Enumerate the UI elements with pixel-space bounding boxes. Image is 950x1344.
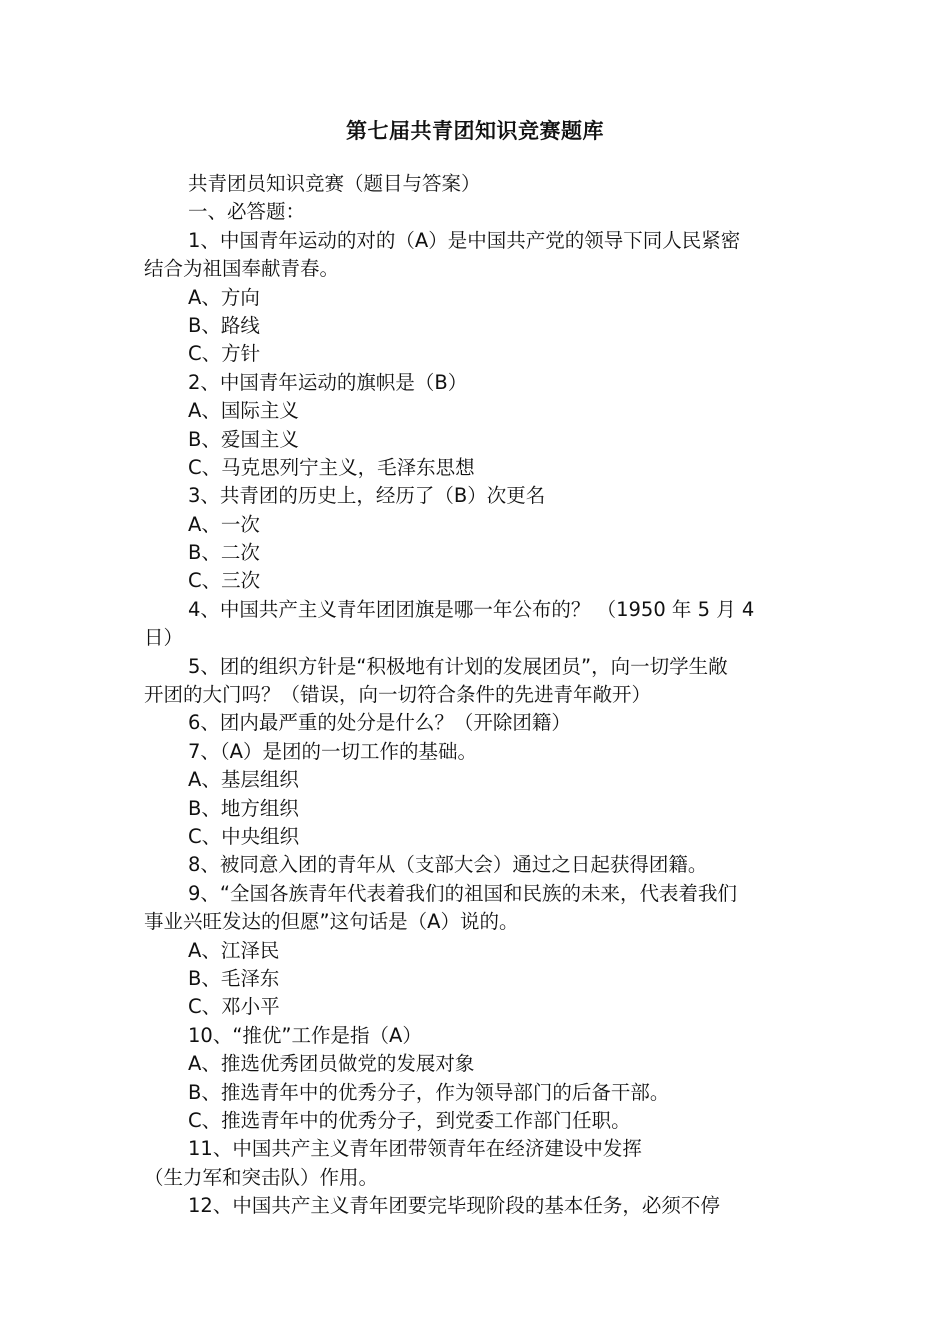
answer-option: B、爱国主义 <box>188 427 299 451</box>
text-line-continuation: 日） <box>144 626 184 650</box>
answer-option: A、基层组织 <box>188 768 299 792</box>
question-line: 2、中国青年运动的旗帜是（B） <box>188 370 468 394</box>
answer-option: B、路线 <box>188 313 260 337</box>
answer-option: C、三次 <box>188 569 261 593</box>
document-subtitle: 共青团员知识竞赛（题目与答案） <box>188 172 481 195</box>
question-line: 12、中国共产主义青年团要完毕现阶段的基本任务，必须不停 <box>188 1194 720 1218</box>
answer-option: A、一次 <box>188 512 260 536</box>
question-list <box>144 227 808 1221</box>
answer-option: A、国际主义 <box>188 399 299 423</box>
text-line-continuation: 事业兴旺发达的但愿”这句话是（A）说的。 <box>144 910 519 934</box>
text-line-continuation: 结合为祖国奉献青春。 <box>144 257 340 281</box>
answer-option: B、地方组织 <box>188 796 299 820</box>
question-line: 3、共青团的历史上，经历了（B）次更名 <box>188 484 546 508</box>
answer-option: B、推选青年中的优秀分子，作为领导部门的后备干部。 <box>188 1080 670 1104</box>
answer-option: B、二次 <box>188 541 260 565</box>
question-line: 7、（A）是团的一切工作的基础。 <box>188 739 477 763</box>
answer-option: A、江泽民 <box>188 938 280 962</box>
section-heading: 一、必答题： <box>188 200 306 224</box>
answer-option: C、推选青年中的优秀分子，到党委工作部门任职。 <box>188 1108 631 1132</box>
question-line: 9、“全国各族青年代表着我们的祖国和民族的未来，代表着我们 <box>188 881 738 905</box>
text-line-continuation: （生力军和突击队）作用。 <box>144 1165 379 1189</box>
question-line: 10、“推优”工作是指（A） <box>188 1023 422 1047</box>
answer-option: C、方针 <box>188 342 261 366</box>
answer-option: C、中央组织 <box>188 824 300 848</box>
question-line: 11、中国共产主义青年团带领青年在经济建设中发挥 <box>188 1137 642 1161</box>
answer-option: B、毛泽东 <box>188 966 280 990</box>
question-line: 5、团的组织方针是“积极地有计划的发展团员”，向一切学生敞 <box>188 654 728 678</box>
question-line: 4、中国共产主义青年团团旗是哪一年公布的？ （1950 年 5 月 4 <box>188 597 755 621</box>
question-line: 6、团内最严重的处分是什么？（开除团籍） <box>188 711 571 735</box>
question-line: 8、被同意入团的青年从（支部大会）通过之日起获得团籍。 <box>188 853 708 877</box>
answer-option: C、邓小平 <box>188 995 280 1019</box>
answer-option: C、马克思列宁主义，毛泽东思想 <box>188 455 475 479</box>
text-line-continuation: 开团的大门吗？（错误，向一切符合条件的先进青年敞开） <box>144 683 652 707</box>
question-line: 1、中国青年运动的对的（A）是中国共产党的领导下同人民紧密 <box>188 228 741 252</box>
document-title: 第七届共青团知识竞赛题库 <box>346 119 604 143</box>
answer-option: A、推选优秀团员做党的发展对象 <box>188 1052 475 1076</box>
answer-option: A、方向 <box>188 285 260 309</box>
document-body <box>144 170 808 1220</box>
